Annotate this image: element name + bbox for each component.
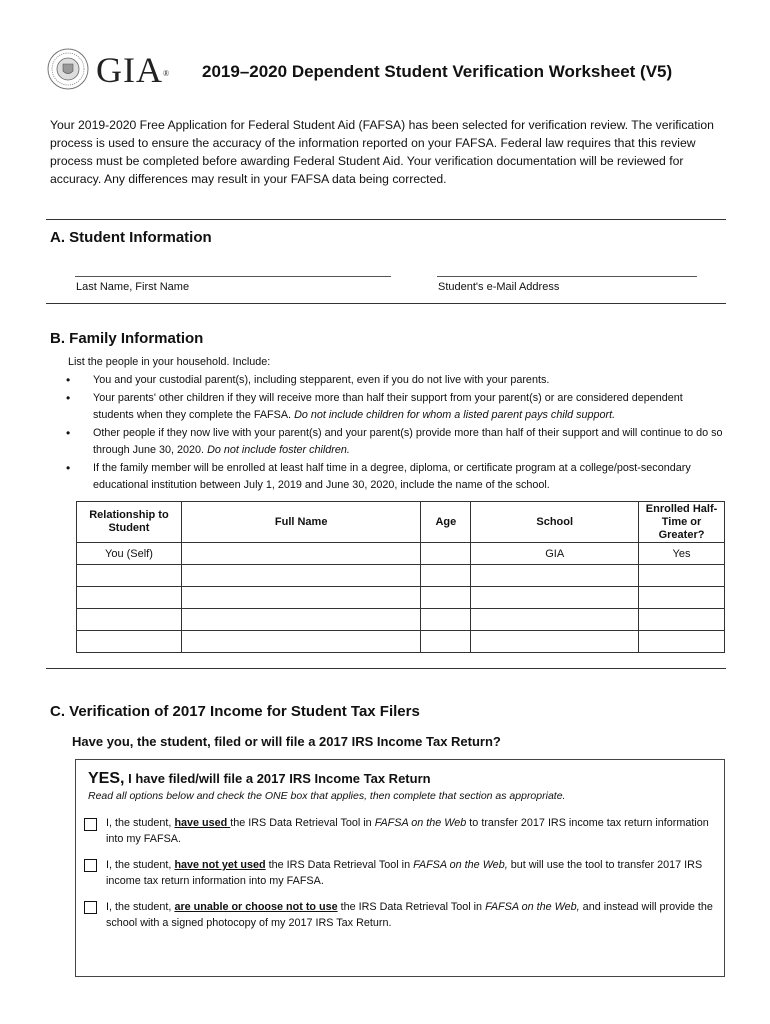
col-full-name: Full Name — [181, 502, 421, 543]
cell-age[interactable] — [421, 631, 471, 653]
cell-enrolled[interactable] — [639, 631, 725, 653]
gia-seal-logo — [47, 48, 89, 90]
gia-wordmark: GIA® — [96, 50, 171, 90]
cell-enrolled[interactable]: Yes — [639, 543, 725, 565]
table-row — [77, 543, 725, 565]
divider — [46, 668, 726, 669]
student-name-field[interactable] — [75, 276, 391, 277]
cell-relationship[interactable] — [77, 587, 182, 609]
cell-school[interactable] — [471, 565, 639, 587]
list-item: • Your parents' other children if they will receive more than half their support from your parent(s) or are considered dependent students when they complete the FAFSA. Do not include children for whom a listed parent pays child support. — [66, 390, 726, 424]
option-not-yet-used-drt-text: I, the student, have not yet used the IRS Data Retrieval Tool in FAFSA on the Web, but will use the tool to transfer 2017 IRS income tax return information into my FAFSA. — [106, 859, 703, 887]
table-row — [77, 587, 725, 609]
yes-title: YES, I have filed/will file a 2017 IRS Income Tax Return — [88, 770, 431, 787]
yes-instructions: Read all options below and check the ONE box that applies, then complete that section as appropriate. — [88, 790, 566, 802]
table-row — [77, 565, 725, 587]
student-email-label: Student's e-Mail Address — [438, 281, 560, 293]
cell-full-name[interactable] — [181, 631, 421, 653]
cell-school[interactable]: GIA — [471, 543, 639, 565]
option-unable-drt-checkbox[interactable] — [84, 901, 97, 914]
family-table — [76, 501, 725, 653]
family-include-list — [66, 372, 726, 495]
col-relationship: Relationship to Student — [77, 502, 182, 543]
cell-school[interactable] — [471, 609, 639, 631]
cell-age[interactable] — [421, 587, 471, 609]
cell-age[interactable] — [421, 543, 471, 565]
section-b-heading: B. Family Information — [50, 330, 204, 347]
option-not-yet-used-drt-checkbox[interactable] — [84, 859, 97, 872]
list-item: • Other people if they now live with your parent(s) and your parent(s) provide more than half of their support and will continue to do so through June 30, 2020. Do not include foster children. — [66, 425, 726, 459]
section-c-heading: C. Verification of 2017 Income for Student Tax Filers — [50, 703, 420, 720]
page-title: 2019–2020 Dependent Student Verification Worksheet (V5) — [202, 62, 673, 81]
table-row — [77, 609, 725, 631]
section-a-heading: A. Student Information — [50, 229, 212, 246]
cell-school[interactable] — [471, 631, 639, 653]
col-age: Age — [421, 502, 471, 543]
family-lead: List the people in your household. Include: — [68, 356, 271, 368]
cell-relationship[interactable] — [77, 609, 182, 631]
cell-relationship[interactable]: You (Self) — [77, 543, 182, 565]
cell-age[interactable] — [421, 609, 471, 631]
cell-enrolled[interactable] — [639, 609, 725, 631]
student-name-label: Last Name, First Name — [76, 281, 190, 293]
list-item: • You and your custodial parent(s), including stepparent, even if you do not live with your parents. — [66, 372, 726, 389]
cell-relationship[interactable] — [77, 631, 182, 653]
table-header-row — [77, 502, 725, 543]
option-used-drt-checkbox[interactable] — [84, 818, 97, 831]
option-unable-drt-text: I, the student, are unable or choose not to use the IRS Data Retrieval Tool in FAFSA on the Web, and instead will provide the school with a signed photocopy of my 2017 IRS Tax Return. — [106, 901, 713, 929]
col-enrolled: Enrolled Half-Time or Greater? — [639, 502, 725, 543]
table-row — [77, 631, 725, 653]
cell-relationship[interactable] — [77, 565, 182, 587]
cell-full-name[interactable] — [181, 543, 421, 565]
list-item: • If the family member will be enrolled at least half time in a degree, diploma, or certificate program at a college/post-secondary educational institution between July 1, 2019 and June 30, 2020, include the name of the school. — [66, 460, 726, 494]
option-used-drt-text: I, the student, have used the IRS Data Retrieval Tool in FAFSA on the Web to transfer 2017 IRS income tax return information into my FAFSA. — [106, 817, 709, 845]
cell-enrolled[interactable] — [639, 587, 725, 609]
cell-enrolled[interactable] — [639, 565, 725, 587]
cell-full-name[interactable] — [181, 565, 421, 587]
tax-return-question: Have you, the student, filed or will file a 2017 IRS Income Tax Return? — [72, 734, 501, 749]
intro-paragraph: Your 2019-2020 Free Application for Federal Student Aid (FAFSA) has been selected for verification review. The verification process is used to ensure the accuracy of the information reported on your FAFSA. Federal law requires that this review process must be completed before awarding Federal Student Aid. Your verification documentation will be reviewed for accuracy. Any differences may result in your FAFSA data being corrected. — [50, 118, 714, 186]
col-school: School — [471, 502, 639, 543]
cell-school[interactable] — [471, 587, 639, 609]
student-email-field[interactable] — [437, 276, 697, 277]
cell-full-name[interactable] — [181, 587, 421, 609]
divider — [46, 219, 726, 220]
divider — [46, 303, 726, 304]
cell-age[interactable] — [421, 565, 471, 587]
cell-full-name[interactable] — [181, 609, 421, 631]
